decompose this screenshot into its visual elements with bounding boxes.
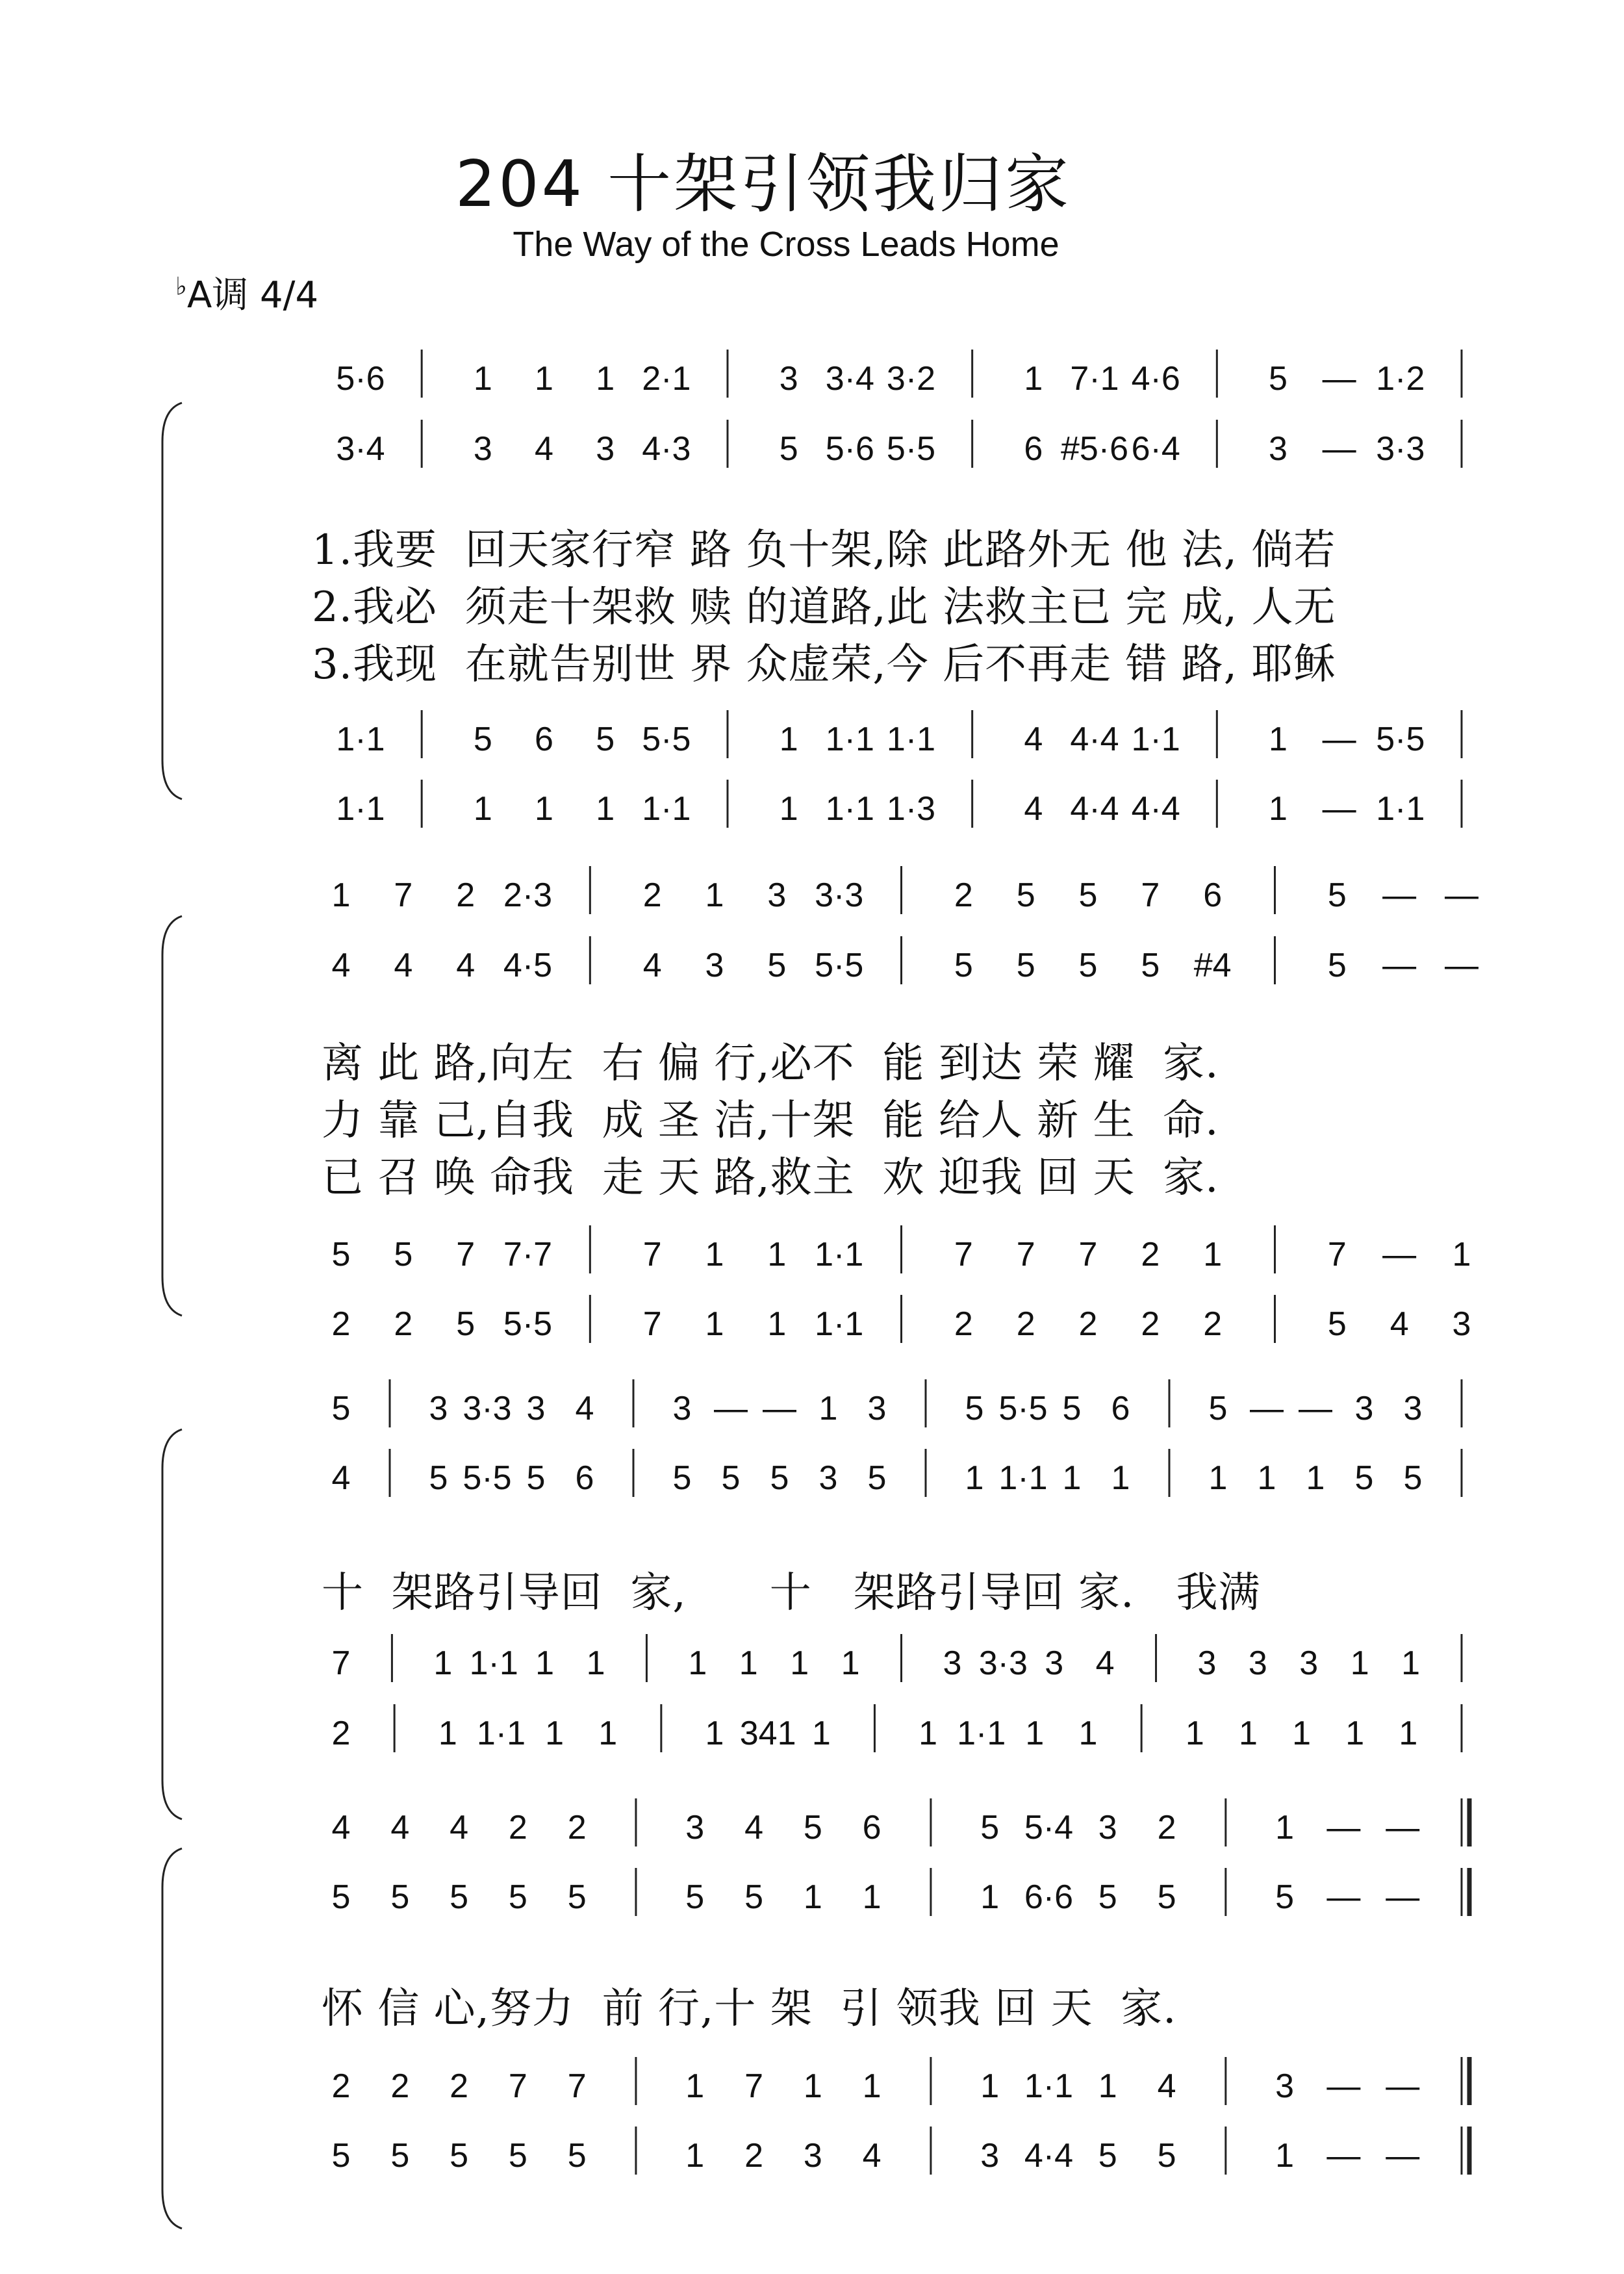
note-token: 3·3 [1376,430,1425,468]
note-token: 1 [596,360,615,398]
note-token: 1 [1185,1715,1204,1752]
note-token: — [1445,876,1478,914]
note-token: 1 [767,1305,787,1343]
note-token: 4·3 [642,430,691,468]
note-token: 1·1 [1024,2067,1074,2105]
note-token: 4 [331,1459,351,1497]
lyric-line: 离 此 路,向左 右 偏 行,必不 能 到达 荣 耀 家. [322,1040,1219,1088]
note-token: 4·5 [503,947,553,984]
note-token: 5 [867,1459,887,1497]
note-token: 1 [433,1644,453,1682]
note-token: 1·1 [998,1459,1048,1497]
note-token: 2 [331,2067,351,2105]
note-token: 1 [685,2067,705,2105]
note-token: 3 [1248,1644,1267,1682]
note-token: 3 [672,1390,692,1427]
lyric-line: 1.我要 回天家行窄 路 负十架,除 此路外无 他 法, 倘若 [312,526,1336,574]
note-token: 6·6 [1024,1878,1074,1916]
note-token: 5 [965,1390,984,1427]
note-token: 3 [1269,430,1288,468]
note-token: 3 [767,876,787,914]
note-token: 4 [1024,790,1043,828]
note-token: 5 [685,1878,705,1916]
note-token: 5 [1141,947,1160,984]
note-token: 5 [1157,2137,1176,2175]
note-token: 4 [862,2137,882,2175]
note-token: 1 [919,1715,938,1752]
note-token: 3 [867,1390,887,1427]
note-token: — [1326,1878,1361,1916]
note-token: 3 [685,1809,705,1846]
note-token: — [1382,947,1417,984]
note-token: 1 [545,1715,565,1752]
note-token: 6 [575,1459,594,1497]
note-token: 3 [473,430,492,468]
note-token: 1 [1306,1459,1325,1497]
note-token: 1·1 [825,790,874,828]
note-token: 2 [331,1715,351,1752]
note-token: — [1386,1809,1420,1846]
system-brace [162,1429,182,1819]
note-token: 3 [980,2137,1000,2175]
system-brace [162,403,182,799]
note-token: 1·1 [886,721,936,758]
note-token: 4 [744,1809,763,1846]
note-token: 1·1 [642,790,691,828]
note-token: 3 [596,430,615,468]
note-token: 7·1 [1070,360,1119,398]
note-token: 6 [1111,1390,1130,1427]
note-token: 3 [429,1390,448,1427]
note-token: 1 [841,1644,860,1682]
note-token: 5·4 [1024,1809,1074,1846]
lyric-line: 力 靠 己,自我 成 圣 洁,十架 能 给人 新 生 命. [322,1097,1219,1145]
note-token: 4 [1389,1305,1409,1343]
lyric-line: 怀 信 心,努力 前 行,十 架 引 领我 回 天 家. [322,1985,1177,2033]
note-token: 1 [1275,1809,1295,1846]
note-token: 1 [767,1236,787,1273]
note-token: 1 [438,1715,457,1752]
note-token: 1 [1208,1459,1228,1497]
note-token: 1 [685,2137,705,2175]
note-token: 4 [535,430,553,468]
note-token: 2 [1203,1305,1223,1343]
note-token: 1 [535,1644,555,1682]
note-token: 1 [586,1644,605,1682]
note-token: 1 [1062,1459,1082,1497]
note-token: 1 [1275,2137,1295,2175]
note-token: 341 [739,1715,796,1752]
note-token: 5 [672,1459,692,1497]
note-token: 5 [1157,1878,1176,1916]
note-token: 5 [1098,1878,1117,1916]
note-token: 4 [575,1390,594,1427]
note-token: 3 [526,1390,546,1427]
note-token: 1 [1292,1715,1312,1752]
note-token: 7·7 [503,1236,553,1273]
note-token: 5 [508,1878,527,1916]
note-token: 5 [980,1809,1000,1846]
note-token: 5 [1269,360,1288,398]
note-token: 1 [803,1878,822,1916]
note-token: 5 [394,1236,413,1273]
note-token: — [1322,430,1356,468]
note-token: 5 [331,1236,351,1273]
note-token: 5 [1098,2137,1117,2175]
note-token: 5 [331,2137,351,2175]
note-token: 1 [862,2067,882,2105]
note-token: 1 [980,1878,1000,1916]
note-token: 4 [450,1809,469,1846]
note-token: 6 [862,1809,882,1846]
note-token: 4·4 [1070,790,1119,828]
note-token: 5 [331,1878,351,1916]
note-token: 2 [1016,1305,1035,1343]
note-token: 2 [508,1809,527,1846]
note-token: 3 [1045,1644,1064,1682]
note-token: 3·2 [886,360,936,398]
note-token: 6·4 [1131,430,1180,468]
note-token: 1 [1098,2067,1117,2105]
note-token: 5 [1016,947,1035,984]
note-token: 5·5 [1376,721,1425,758]
note-token: 3 [1354,1390,1374,1427]
note-token: 1·1 [815,1236,864,1273]
note-token: 4·4 [1024,2137,1074,2175]
note-token: 7 [1327,1236,1347,1273]
note-token: 1·1 [815,1305,864,1343]
note-token: 1 [596,790,615,828]
note-token: 5 [1016,876,1035,914]
note-token: 1 [473,360,492,398]
note-token: 2 [642,876,662,914]
note-token: 1 [1025,1715,1045,1752]
note-token: 5 [1354,1459,1374,1497]
note-token: 1 [862,1878,882,1916]
note-token: 1·3 [886,790,936,828]
note-token: 5 [1208,1390,1228,1427]
note-token: 4·4 [1131,790,1180,828]
note-token: 6 [535,721,553,758]
note-token: 1 [1024,360,1043,398]
note-token: — [1445,947,1478,984]
note-token: 3 [779,360,798,398]
note-token: 2 [390,2067,410,2105]
note-token: 5 [390,1878,410,1916]
note-token: 2 [954,876,973,914]
note-token: 7 [744,2067,763,2105]
note-token: 2 [1157,1809,1176,1846]
note-token: — [1299,1390,1332,1427]
note-token: 1 [739,1644,758,1682]
note-token: 5 [767,947,787,984]
note-token: 4 [642,947,662,984]
note-token: 7 [456,1236,476,1273]
note-token: 3 [943,1644,962,1682]
note-token: 1 [980,2067,1000,2105]
note-token: 7 [954,1236,973,1273]
note-token: 5 [1062,1390,1082,1427]
note-token: 1 [779,721,798,758]
note-token: — [1322,721,1356,758]
note-token: 3 [1452,1305,1471,1343]
note-token: 7 [1016,1236,1035,1273]
note-token: 1·1 [1376,790,1425,828]
note-token: 5 [1275,1878,1295,1916]
note-token: 5 [567,2137,587,2175]
note-token: 5 [744,1878,763,1916]
note-token: 7 [331,1644,351,1682]
note-token: 2 [450,2067,469,2105]
note-token: 2 [331,1305,351,1343]
note-token: 4 [390,1809,410,1846]
note-token: 1 [1401,1644,1421,1682]
note-token: 1 [598,1715,618,1752]
note-token: 3·3 [978,1644,1028,1682]
note-token: 1 [818,1390,838,1427]
note-token: 5·5 [998,1390,1048,1427]
note-token: 3·3 [463,1390,512,1427]
note-token: 7 [567,2067,587,2105]
note-token: — [1382,876,1417,914]
note-token: 6 [1024,430,1043,468]
note-token: 4 [394,947,413,984]
note-token: 1 [705,876,724,914]
key-and-meter: A调 4/4 [186,274,319,316]
note-token: 1 [705,1715,724,1752]
note-token: 1 [965,1459,984,1497]
note-token: 1 [331,876,351,914]
note-token: 3 [1299,1644,1319,1682]
note-token: #4 [1193,947,1232,984]
system-brace [162,916,182,1316]
note-token: 4 [1095,1644,1115,1682]
note-token: 3 [705,947,724,984]
note-token: 1 [790,1644,809,1682]
note-token: 5 [429,1459,448,1497]
note-token: 1·1 [336,721,385,758]
note-token: 7 [394,876,413,914]
note-token: 5 [508,2137,527,2175]
note-token: 5 [803,1809,822,1846]
note-token: 1 [1269,790,1288,828]
note-token: 7 [1141,876,1160,914]
note-token: 4 [1024,721,1043,758]
note-token: 3 [1275,2067,1295,2105]
note-token: 3·3 [815,876,864,914]
note-token: 5·6 [336,360,385,398]
note-token: 1 [535,360,553,398]
note-token: 5 [1327,876,1347,914]
note-token: 4 [331,1809,351,1846]
note-token: 5 [473,721,492,758]
note-token: 3 [818,1459,838,1497]
note-token: 2 [954,1305,973,1343]
note-token: 5 [1327,947,1347,984]
note-token: 5 [1403,1459,1423,1497]
note-token: 5 [770,1459,789,1497]
note-token: 2 [456,876,476,914]
note-token: 7 [1078,1236,1098,1273]
note-token: 1 [1238,1715,1258,1752]
note-token: 1 [811,1715,831,1752]
note-token: 5·6 [825,430,874,468]
note-token: 2 [567,1809,587,1846]
note-token: 4·4 [1070,721,1119,758]
note-token: — [763,1390,796,1427]
note-token: 2·1 [642,360,691,398]
note-token: 2 [1078,1305,1098,1343]
note-token: 1 [535,790,553,828]
note-token: 5 [390,2137,410,2175]
note-token: 1 [1257,1459,1276,1497]
note-token: 5 [779,430,798,468]
note-token: 5 [456,1305,476,1343]
note-token: 1 [1399,1715,1418,1752]
note-token: 3·4 [336,430,385,468]
note-token: 1·1 [957,1715,1006,1752]
note-token: 1·1 [1131,721,1180,758]
note-token: 5·5 [463,1459,512,1497]
note-token: — [1326,2067,1361,2105]
note-token: 1·1 [825,721,874,758]
note-token: 3 [1403,1390,1423,1427]
note-token: 1 [1350,1644,1369,1682]
note-token: 5·5 [886,430,936,468]
note-token: 1·1 [336,790,385,828]
note-token: 3 [803,2137,822,2175]
note-token: 3·4 [825,360,874,398]
note-token: 2·3 [503,876,553,914]
note-token: — [1382,1236,1417,1273]
lyric-line: 3.我现 在就告别世 界 众虚荣,今 后不再走 错 路, 耶稣 [312,641,1336,689]
note-token: 1 [803,2067,822,2105]
note-token: 4 [331,947,351,984]
note-token: 1 [688,1644,707,1682]
note-token: 7 [642,1236,662,1273]
note-token: #5·6 [1060,430,1129,468]
note-token: — [1326,1809,1361,1846]
note-token: 1 [1269,721,1288,758]
note-token: — [1386,1878,1420,1916]
note-token: 5 [331,1390,351,1427]
note-token: — [1322,360,1356,398]
note-token: 5 [1078,876,1098,914]
note-token: 2 [1141,1305,1160,1343]
note-token: 5 [450,1878,469,1916]
note-token: 3 [1197,1644,1217,1682]
note-token: 5 [1327,1305,1347,1343]
note-token: 5·5 [503,1305,553,1343]
note-token: 1 [705,1236,724,1273]
note-token: 5 [1078,947,1098,984]
note-token: 1·1 [469,1644,518,1682]
flat-sign: ♭ [175,272,187,301]
note-token: 5 [526,1459,546,1497]
note-token: 4 [1157,2067,1176,2105]
hymn-title: 204 十架引领我归家 [455,147,1072,222]
note-token: 2 [394,1305,413,1343]
system-brace [162,1848,182,2229]
note-token: 5 [954,947,973,984]
note-token: 2 [1141,1236,1160,1273]
note-token: 1·1 [476,1715,526,1752]
note-token: 4 [456,947,476,984]
lyric-line: 已 召 唤 命我 走 天 路,救主 欢 迎我 回 天 家. [322,1154,1219,1202]
note-token: 1 [1203,1236,1223,1273]
note-token: 1 [473,790,492,828]
note-token: 1 [1452,1236,1471,1273]
note-token: — [1250,1390,1284,1427]
note-token: 1 [1078,1715,1098,1752]
note-token: 6 [1203,876,1223,914]
note-token: 7 [642,1305,662,1343]
note-token: — [1386,2137,1420,2175]
note-token: 5 [567,1878,587,1916]
hymn-subtitle: The Way of the Cross Leads Home [513,225,1059,264]
note-token: 1 [779,790,798,828]
note-token: — [1322,790,1356,828]
note-token: 1·2 [1376,360,1425,398]
note-token: 5 [596,721,615,758]
note-token: 5 [450,2137,469,2175]
note-token: 7 [508,2067,527,2105]
note-token: 2 [744,2137,763,2175]
lyric-line: 十 架路引导回 家, 十 架路引导回 家. 我满 [322,1569,1261,1617]
note-token: 4·6 [1131,360,1180,398]
note-token: — [1386,2067,1420,2105]
note-token: — [1326,2137,1361,2175]
note-token: 5·5 [815,947,864,984]
note-token: 5·5 [642,721,691,758]
note-token: 3 [1098,1809,1117,1846]
lyric-line: 2.我必 须走十架救 赎 的道路,此 法救主已 完 成, 人无 [312,583,1336,632]
note-token: — [714,1390,748,1427]
note-token: 1 [705,1305,724,1343]
note-token: 5 [721,1459,741,1497]
note-token: 1 [1345,1715,1365,1752]
note-token: 1 [1111,1459,1130,1497]
